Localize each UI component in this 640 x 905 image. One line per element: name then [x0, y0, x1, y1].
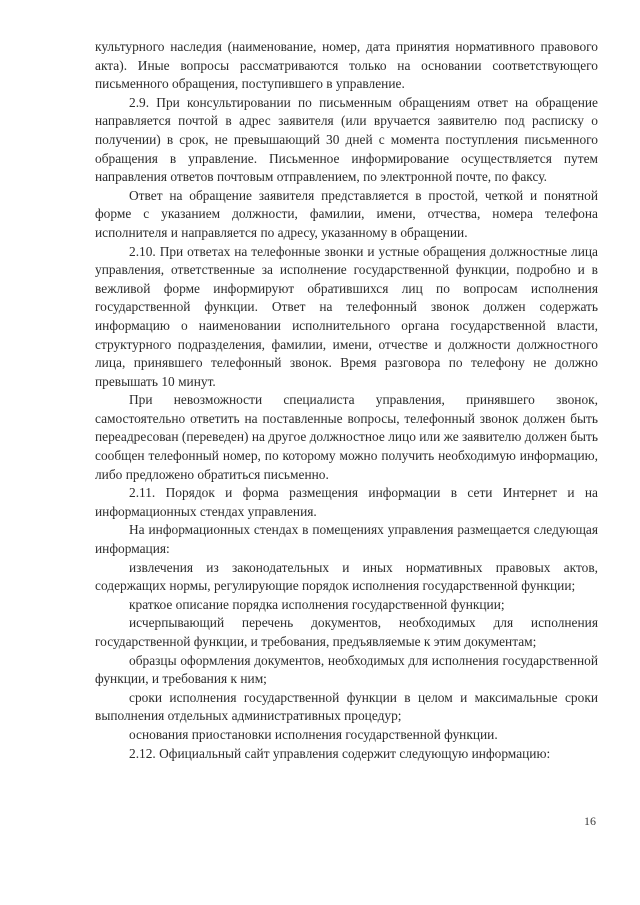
- paragraph-2-10: 2.10. При ответах на телефонные звонки и устные обращения должностные лица управления, ответственные за исполнение государственной функции, подробно и в вежливой форме информируют обратившихся лиц по вопросам исполнения государственной функции. Ответ на телефонный звонок должен содержать информацию о наименовании исполнительного органа государственной власти, структурного подразделения, фамилии, имени, отчестве и должности должностного лица, принявшего телефонный звонок. Время разговора по телефону не должно превышать 10 минут.: [95, 243, 598, 389]
- paragraph-stands-intro: На информационных стендах в помещениях управления размещается следующая информация:: [95, 522, 598, 557]
- page-number: 16: [584, 814, 596, 828]
- paragraph-2-9: 2.9. При консультировании по письменным обращениям ответ на обращение направляется почтой в адрес заявителя (или вручается заявителю под расписку о получении) в срок, не превышающий 30 дней с момента поступления письменного обращения в управление. Письменное информирование осуществляется путем направления ответов почтовым отправлением, по электронной почте, по факсу.: [95, 94, 598, 185]
- paragraph-2-12: 2.12. Официальный сайт управления содержит следующую информацию:: [129, 745, 551, 761]
- list-item-suspension: основания приостановки исполнения государственной функции.: [129, 726, 498, 742]
- paragraph-2-11: 2.11. Порядок и форма размещения информации в сети Интернет и на информационных стендах управления.: [95, 485, 598, 519]
- list-item-samples: образцы оформления документов, необходимых для исполнения государственной функции, и требования к ним;: [95, 652, 598, 687]
- document-body: [95, 38, 598, 763]
- list-item-deadlines: сроки исполнения государственной функции в целом и максимальные сроки выполнения отдельных административных процедур;: [95, 689, 598, 724]
- paragraph-continuation: культурного наследия (наименование, номер, дата принятия нормативного правового акта). Иные вопросы рассматриваются только на основании соответствующего письменного обращения, поступившего в управление.: [95, 39, 598, 92]
- paragraph-response-form: Ответ на обращение заявителя представляется в простой, четкой и понятной форме с указанием должности, фамилии, имени, отчества, номера телефона исполнителя и направляется по адресу, указанному в обращении.: [95, 187, 598, 240]
- paragraph-call-redirect: При невозможности специалиста управления, принявшего звонок, самостоятельно ответить на поставленные вопросы, телефонный звонок должен быть переадресован (переведен) на другое должностное лицо или же заявителю должен быть сообщен телефонный номер, по которому можно получить необходимую информацию, либо предложено обратиться письменно.: [95, 392, 599, 482]
- list-item-extracts: извлечения из законодательных и иных нормативных правовых актов, содержащих нормы, регулирующие порядок исполнения государственной функции;: [95, 559, 598, 594]
- list-item-description: краткое описание порядка исполнения государственной функции;: [129, 596, 505, 612]
- list-item-documents: исчерпывающий перечень документов, необходимых для исполнения государственной функции, и требования, предъявляемые к этим документам;: [95, 615, 598, 649]
